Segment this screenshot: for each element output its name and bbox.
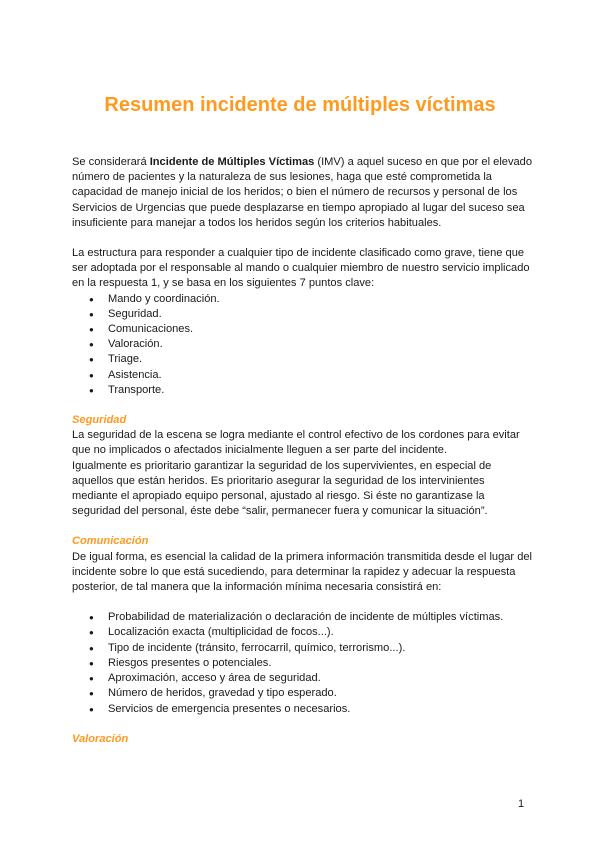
list-item: ● Valoración.: [72, 337, 532, 352]
info-items-list: [72, 610, 532, 716]
list-item: ● Seguridad.: [72, 307, 532, 322]
seguridad-paragraph-2: Igualmente es prioritario garantizar la seguridad de los supervivientes, en especial de aquellos que están heridos. Es prioritario asegurar la seguridad de los intervinientes mediante el apropiado equipo personal, ajustado al riesgo. Si éste no garantizase la seguridad del personal, éste debe “salir, permanecer fuera y comunicar la situación”.: [72, 459, 492, 518]
section-heading-comunicacion: Comunicación: [72, 535, 149, 548]
list-item: ● Mando y coordinación.: [72, 292, 532, 307]
section-heading-valoracion: Valoración: [72, 732, 129, 745]
seguridad-paragraph-1: La seguridad de la escena se logra mediante el control efectivo de los cordones para evitar que no implicados o afectados inicialmente lleguen a ser parte del incidente.: [72, 429, 520, 457]
section-heading-seguridad: Seguridad: [72, 414, 127, 427]
list-item: ● Número de heridos, gravedad y tipo esperado.: [72, 686, 532, 701]
list-item: ● Asistencia.: [72, 368, 532, 383]
list-item: ● Probabilidad de materialización o declaración de incidente de múltiples víctimas.: [72, 610, 532, 625]
list-item: ● Triage.: [72, 352, 532, 367]
page-number: 1: [518, 798, 525, 810]
list-item: ● Comunicaciones.: [72, 322, 532, 337]
document-title: Resumen incidente de múltiples víctimas: [104, 94, 496, 116]
intro-paragraph: [72, 155, 532, 231]
list-item: ● Transporte.: [72, 383, 532, 398]
list-item: ● Aproximación, acceso y área de seguridad.: [72, 671, 532, 686]
intro-post: (IMV) a aquel suceso en que por el elevado número de pacientes y la naturaleza de sus lesiones, haga que esté comprometida la capacidad de manejo inicial de los heridos; o bien el número de recursos y personal de los Servicios de Urgencias que puede desplazarse en tiempo apropiado al lugar del suceso sea insuficiente para manejar a todos los heridos según los criterios habituales.: [72, 156, 533, 229]
list-item: ● Localización exacta (multiplicidad de focos...).: [72, 625, 532, 640]
key-points-list: [72, 292, 532, 398]
document-body: [72, 155, 532, 747]
comunicacion-paragraph: De igual forma, es esencial la calidad de la primera información transmitida desde el lugar del incidente sobre lo que está sucediendo, para determinar la rapidez y adecuar la respuesta posterior, de tal manera que la información mínima necesaria consistirá en:: [72, 550, 533, 594]
list-item: ● Servicios de emergencia presentes o necesarios.: [72, 702, 532, 717]
intro-bold-term: Incidente de Múltiples Víctimas: [149, 156, 315, 168]
list-item: ● Tipo de incidente (tránsito, ferrocarril, químico, terrorismo...).: [72, 641, 532, 656]
structure-paragraph: La estructura para responder a cualquier tipo de incidente clasificado como grave, tiene que ser adoptada por el responsable al mando o cualquier miembro de nuestro servicio implicado en la respuesta 1, y se basa en los siguientes 7 puntos clave:: [72, 247, 530, 290]
list-item: ● Riesgos presentes o potenciales.: [72, 656, 532, 671]
intro-pre: Se considerará: [72, 156, 150, 168]
